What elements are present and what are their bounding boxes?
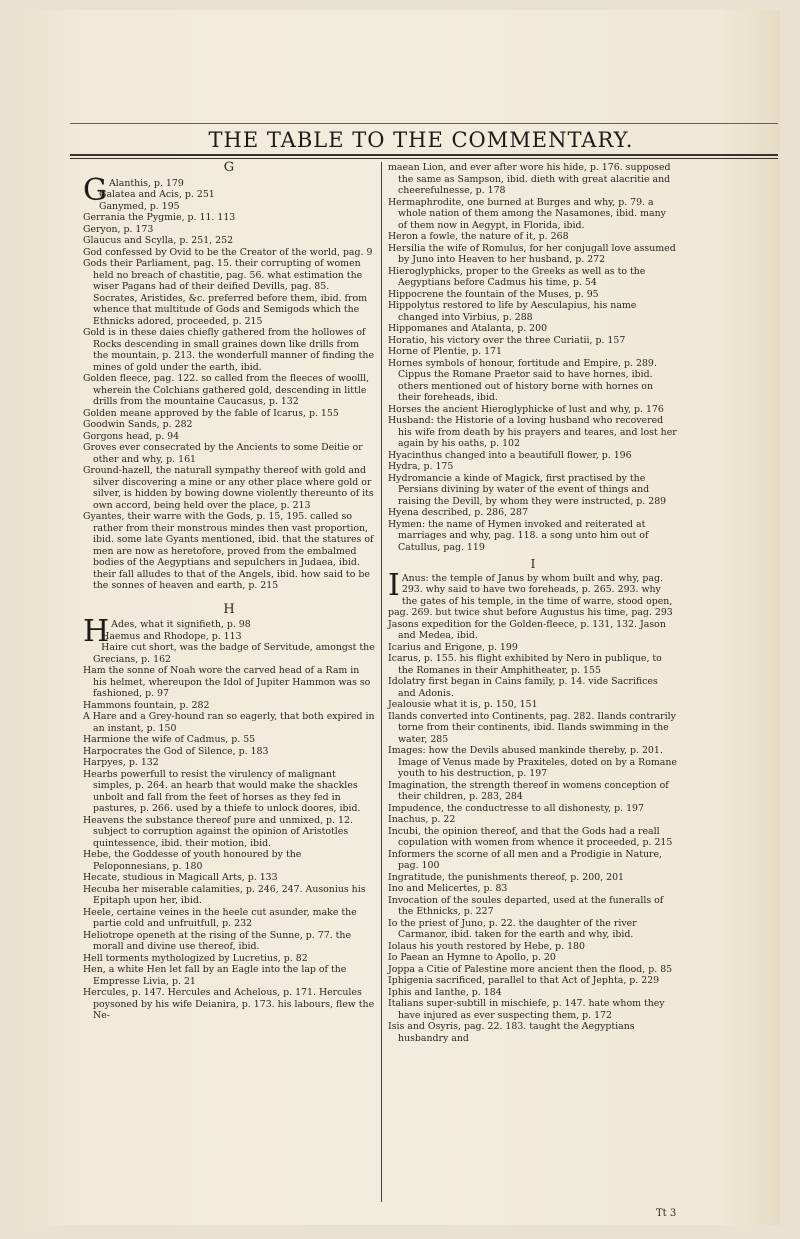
index-entry: Hen, a white Hen let fall by an Eagle into the lap of the Empresse Livia, p. 21 [83, 964, 347, 987]
index-entry: Gerrania the Pygmie, p. 11. 113 [83, 212, 236, 223]
running-head-title: THE TABLE TO THE COMMENTARY. [208, 128, 634, 152]
index-entry: A Hare and a Grey-hound ran so eagerly, that both expired in an instant, p. 150 [83, 711, 375, 734]
index-entry: Ganymed, p. 195 [98, 200, 180, 212]
index-entry: Hammons fountain, p. 282 [83, 699, 210, 711]
index-entry: Harmione the wife of Cadmus, p. 55 [83, 734, 256, 745]
index-entry: Hippocrene the fountain of the Muses, p. 95 [388, 288, 599, 300]
index-entry: Gold is in these daies chiefly gathered from the hollowes of Rocks descending in small graines down like drills from the mountain, p. 213. the wonderfull manner of finding the mines of gold under the earth, ibid. [83, 327, 374, 373]
index-entry: Italians super-subtill in mischiefe, p. 147. hate whom they have injured as ever suspecting them, p. 172 [388, 998, 665, 1021]
index-entry: Golden fleece, pag. 122. so called from the fleeces of woolll, wherein the Colchians gathered gold, descending in little drills from the mountaine Caucasus, p. 132 [83, 373, 370, 407]
index-entry: Horses the ancient Hieroglyphicke of lust and why, p. 176 [388, 403, 664, 415]
section-h-entries [83, 614, 375, 1022]
index-entry: Impudence, the conductresse to all dishonesty, p. 197 [388, 802, 644, 814]
section-letter-h: H [223, 601, 235, 617]
index-entry: Hecate, studious in Magicall Arts, p. 133 [83, 872, 278, 883]
index-entry: Golden meane approved by the fable of Icarus, p. 155 [83, 407, 339, 419]
column-divider [381, 162, 382, 1202]
index-entry-text: Anus: the temple of Janus by whom built and why, pag. 293. why said to have two foreheads, p. 265. 293. why the gates of his temple, in the time of warre, stood open, pag. 269. but twice shut before Augustus his time, pag. 293 [388, 572, 673, 618]
index-entry: Haire cut short, was the badge of Servitude, amongst the Grecians, p. 162 [93, 642, 375, 665]
index-entry-text: Ades, what it signifieth, p. 98 [111, 619, 251, 630]
index-entry: Hersilia the wife of Romulus, for her conjugall love assumed by Juno into Heaven to her husband, p. 272 [388, 242, 676, 265]
index-entry: Harpyes, p. 132 [83, 757, 159, 768]
index-entry: Jealousie what it is, p. 150, 151 [388, 699, 538, 710]
index-entry: Husband: the Historie of a loving husband who recovered his wife from death by his prayers and teares, and lost her again by his oaths, p. 102 [388, 415, 677, 449]
index-entry: Geryon, p. 173 [83, 223, 154, 235]
header-rule-thin [70, 158, 778, 159]
index-entry: Iolaus his youth restored by Hebe, p. 180 [388, 940, 585, 952]
section-g-entries [83, 172, 375, 592]
index-entry: Gyantes, their warre with the Gods, p. 15, 195. called so rather from their monstrous mindes then vast proportion, ibid. some late Gyants mentioned, ibid. that the statures of men are now as heretofore, proved from the embalmed bodies of the Aegyptians and sepulchers in Judaea, ibid. their fall alludes to that of the Angels, ibid. how said to be the sonnes of heaven and earth, p. 215 [83, 511, 374, 591]
index-entry: Icarus, p. 155. his flight exhibited by Nero in publique, to the Romanes in their Amphitheater, p. 155 [388, 653, 662, 676]
index-entry: Horatio, his victory over the three Curiatii, p. 157 [388, 334, 626, 346]
index-entry: Hippomanes and Atalanta, p. 200 [388, 323, 548, 334]
index-entry: Heliotrope openeth at the rising of the Sunne, p. 77. the morall and divine use thereof, ibid. [83, 929, 352, 952]
signature-mark: Tt 3 [656, 1208, 677, 1219]
index-entry: Hearbs powerfull to resist the virulency of malignant simples, p. 264. an hearb that would make the shackles unbolt and fall from the feet of horses as they fed in pastures, p. 266. used by a thiefe to unlock doores, ibid. [83, 768, 361, 814]
index-entry: Informers the scorne of all men and a Prodigie in Nature, pag. 100 [388, 848, 663, 871]
index-entry: Hecuba her miserable calamities, p. 246, 247. Ausonius his Epitaph upon her, ibid. [83, 883, 366, 906]
index-entry: Goodwin Sands, p. 282 [83, 419, 193, 430]
index-entry: Harpocrates the God of Silence, p. 183 [83, 745, 269, 757]
section-letter-i: I [530, 557, 536, 571]
index-entry: Idolatry first began in Cains family, p. 14. vide Sacrifices and Adonis. [388, 676, 658, 699]
index-entry: Ham the sonne of Noah wore the carved head of a Ram in his helmet, whereupon the Idol of Jupiter Hammon was so fashioned, p. 97 [83, 665, 371, 699]
index-entry: Ino and Melicertes, p. 83 [388, 883, 508, 894]
index-entry: God confessed by Ovid to be the Creator of the world, pag. 9 [83, 246, 373, 258]
index-entry: Hornes symbols of honour, fortitude and Empire, p. 289. Cippus the Romane Praetor said to have hornes, ibid. others mentioned out of history borne with hornes on their foreheads, ibid. [388, 357, 657, 403]
index-entry: Hydromancie a kinde of Magick, first practised by the Persians divining by water of the event of things and raising the Devill, by whom they were instructed, p. 289 [388, 472, 667, 507]
index-entry [388, 567, 678, 619]
index-entry: Ingratitude, the punishments thereof, p. 200, 201 [388, 871, 625, 883]
index-entry: Glaucus and Scylla, p. 251, 252 [83, 235, 234, 246]
index-entry-text: Alanthis, p. 179 [108, 177, 184, 189]
index-entry: Hyacinthus changed into a beautifull flower, p. 196 [388, 449, 632, 461]
index-entry: Incubi, the opinion thereof, and that the Gods had a reall copulation with women from whence it proceeded, p. 215 [388, 825, 673, 848]
index-entry: Images: how the Devils abused mankinde thereby, p. 201. Image of Venus made by Praxiteles, doted on by a Romane youth to his destruction, p. 197 [388, 745, 677, 779]
index-entry: Iphis and Ianthe, p. 184 [388, 986, 502, 998]
index-entry: Hymen: the name of Hymen invoked and reiterated at marriages and why, pag. 118. a song unto him out of Catullus, pag. 119 [388, 518, 649, 553]
index-entry: Heele, certaine veines in the heele cut asunder, make the partie cold and unfruitfull, p. 232 [83, 906, 357, 929]
index-entry: Groves ever consecrated by the Ancients to some Deitie or other and why, p. 161 [83, 442, 363, 465]
drop-cap: H [83, 614, 110, 649]
index-entry: Joppa a Citie of Palestine more ancient then the flood, p. 85 [388, 963, 673, 975]
drop-cap: I [388, 567, 400, 603]
index-entry: Hercules, p. 147. Hercules and Achelous, p. 171. Hercules poysoned by his wife Deianira, p. 173. his labours, flew the Ne- [83, 987, 375, 1021]
index-entry: Inachus, p. 22 [388, 814, 456, 825]
index-entry: Icarius and Erigone, p. 199 [388, 641, 518, 653]
section-h-continued-entries [388, 162, 678, 553]
section-i-entries [388, 567, 678, 1045]
index-entry: Iphigenia sacrificed, parallel to that Act of Jephta, p. 229 [388, 975, 660, 986]
index-entry: Heron a fowle, the nature of it, p. 268 [388, 231, 569, 242]
index-entry: Hyena described, p. 286, 287 [388, 507, 528, 518]
index-entry: Hell torments mythologized by Lucretius, p. 82 [83, 952, 308, 964]
index-entry: Gods their Parliament, pag. 15. their corrupting of women held no breach of chastitie, pag. 56. what estimation the wiser Pagans had of their deified Devills, pag. 85. Socrates, Aristides, &c. preferred before them, ibid. from whence that multitude of Gods and Semigods which the Ethnicks adored, proceeded, p. 215 [83, 258, 368, 327]
index-entry: Jasons expedition for the Golden-fleece, p. 131, 132. Jason and Medea, ibid. [388, 618, 666, 641]
index-entry: Horne of Plentie, p. 171 [388, 346, 502, 357]
index-entry: Isis and Osyris, pag. 22. 183. taught the Aegyptians husbandry and [388, 1021, 635, 1044]
index-entry: Hippolytus restored to life by Aesculapius, his name changed into Virbius, p. 288 [388, 300, 637, 323]
index-entry: Haemus and Rhodope, p. 113 [101, 630, 242, 642]
drop-cap: G [83, 172, 107, 208]
index-entry: Heavens the substance thereof pure and unmixed, p. 12. subject to corruption against the opinion of Aristotles quintessence, ibid. their motion, ibid. [83, 814, 353, 849]
book-page [20, 10, 780, 1225]
index-entry: Invocation of the soules departed, used at the funeralls of the Ethnicks, p. 227 [388, 894, 664, 917]
left-column [83, 162, 375, 1217]
index-entry: Ilands converted into Continents, pag. 282. Ilands contrarily torne from their continents, ibid. Ilands swimming in the water, 285 [388, 710, 676, 745]
index-entry: Gorgons head, p. 94 [83, 430, 180, 442]
index-entry: Imagination, the strength thereof in womens conception of their children, p. 283, 284 [388, 779, 669, 802]
index-entry: maean Lion, and ever after wore his hide, p. 176. supposed the same as Sampson, ibid. dieth with great alacritie and cheerefulnesse, p. 178 [388, 162, 671, 196]
index-entry: Io Paean an Hymne to Apollo, p. 20 [388, 952, 556, 963]
index-entry: Hieroglyphicks, proper to the Greeks as well as to the Aegyptians before Cadmus his time, p. 54 [388, 265, 646, 288]
header-rule [70, 154, 778, 156]
index-entry: Hebe, the Goddesse of youth honoured by the Peloponnesians, p. 180 [83, 849, 302, 872]
index-entry: Ground-hazell, the naturall sympathy thereof with gold and silver discovering a mine or any other place where gold or silver, is hidden by bowing downe violently thereunto of its own accord, being held over the place, p. 213 [83, 465, 374, 511]
index-entry: Hermaphrodite, one burned at Burges and why, p. 79. a whole nation of them among the Nasamones, ibid. many of them now in Aegypt, in Florida, ibid. [388, 196, 666, 231]
index-entry: Galatea and Acis, p. 251 [98, 189, 215, 200]
section-letter-g: G [223, 160, 235, 175]
index-entry: Io the priest of Juno, p. 22. the daughter of the river Carmanor, ibid. taken for the earth and why, ibid. [388, 917, 637, 940]
header-rule-top [70, 123, 778, 124]
index-entry: Hydra, p. 175 [388, 461, 454, 472]
right-column [388, 162, 678, 1217]
